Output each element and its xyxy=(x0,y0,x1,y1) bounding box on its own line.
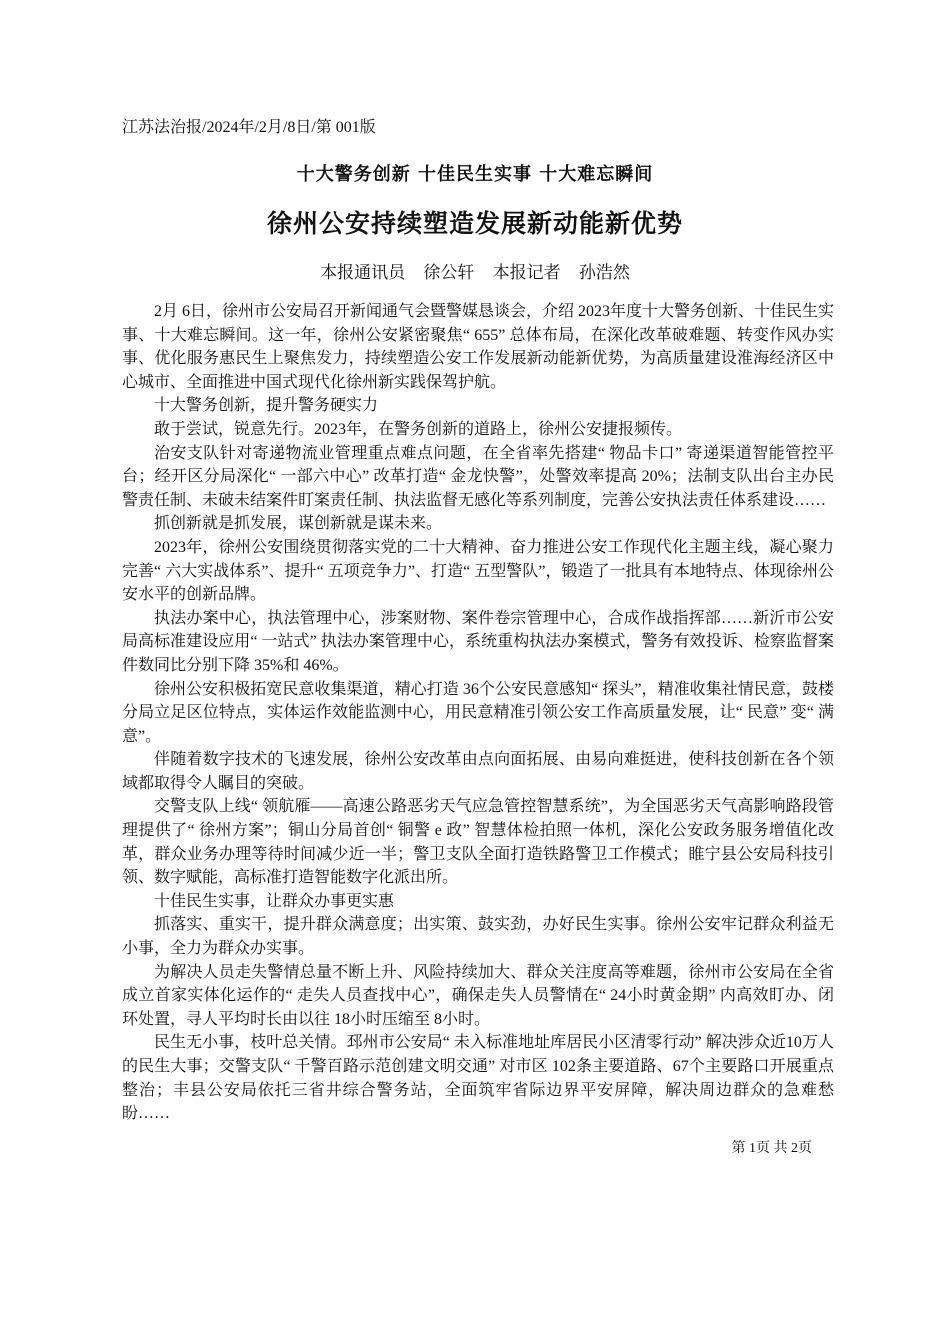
paragraph: 为解决人员走失警情总量不断上升、风险持续加大、群众关注度高等难题，徐州市公安局在全省成立首家实体化运作的“ 走失人员查找中心”，确保走失人员警情在“ 24小时黄金期” 内高效盯办、闭环处置，寻人平均时长由以往 18小时压缩至 8小时。 xyxy=(122,963,834,1028)
section-heading: 十佳民生实事，让群众办事更实惠 xyxy=(154,892,395,910)
paragraph: 民生无小事，枝叶总关情。邳州市公安局“ 未入标准地址库居民小区清零行动” 解决涉众近10万人的民生大事；交警支队“ 千警百路示范创建文明交通” 对市区 102条主要道路、67个主要路口开展重点整治；丰县公安局依托三省井综合警务站，全面筑牢省际边界平安屏障，解决周边群众的急难愁盼…… xyxy=(122,1034,834,1123)
article-title: 徐州公安持续塑造发展新动能新优势 xyxy=(266,209,683,238)
paragraph: 执法办案中心，执法管理中心，涉案财物、案件卷宗管理中心，合成作战指挥部……新沂市公安局高标准建设应用“ 一站式” 执法办案管理中心，系统重构执法办案模式，警务有效投诉、检察监督案件数同比分别下降 35%和 46%。 xyxy=(122,609,834,674)
article-body xyxy=(122,300,834,1126)
page-number: 第 1页 共 2页 xyxy=(731,1141,812,1156)
source-line: 江苏法治报/2024年/2月/8日/第 001版 xyxy=(122,119,376,136)
paragraph: 交警支队上线“ 领航雁——高速公路恶劣天气应急管控智慧系统”，为全国恶劣天气高影响路段管理提供了“ 徐州方案”；铜山分局首创“ 铜警 e 政” 智慧体检拍照一体机，深化公安政务服务增值化改革，群众业务办理等待时间减少近一半；警卫支队全面打造铁路警卫工作模式；睢宁县公安局科技引领、数字赋能，高标准打造智能数字化派出所。 xyxy=(122,798,834,887)
article-subtitle: 十大警务创新 十佳民生实事 十大难忘瞬间 xyxy=(296,164,654,185)
paragraph: 徐州公安积极拓宽民意收集渠道，精心打造 36个公安民意感知“ 探头”，精准收集社情民意，鼓楼分局立足区位特点，实体运作效能监测中心，用民意精准引领公安工作高质量发展，让“ 民意” 变“ 满意”。 xyxy=(122,680,834,745)
paragraph: 2023年，徐州公安围绕贯彻落实党的二十大精神、奋力推进公安工作现代化主题主线，凝心聚力完善“ 六大实战体系”、提升“ 五项竞争力”、打造“ 五型警队”，锻造了一批具有本地特点、体现徐州公安水平的创新品牌。 xyxy=(122,538,834,604)
paragraph: 伴随着数字技术的飞速发展，徐州公安改革由点向面拓展、由易向难挺进，使科技创新在各个领域都取得令人瞩目的突破。 xyxy=(122,751,834,792)
paragraph: 抓落实、重实干，提升群众满意度；出实策、鼓实劲，办好民生实事。徐州公安牢记群众利益无小事，全力为群众办实事。 xyxy=(122,916,834,958)
paragraph: 2月 6日，徐州市公安局召开新闻通气会暨警媒恳谈会，介绍 2023年度十大警务创新、十佳民生实事、十大难忘瞬间。这一年，徐州公安紧密聚焦“ 655” 总体布局，在深化改革破难题、转变作风办实事、优化服务惠民生上聚焦发力，持续塑造公安工作发展新动能新优势，为高质量建设淮海经济区中心城市、全面推进中国式现代化徐州新实践保驾护航。 xyxy=(122,303,835,391)
paragraph: 抓创新就是抓发展，谋创新就是谋未来。 xyxy=(154,515,443,533)
paragraph: 敢于尝试，锐意先行。2023年，在警务创新的道路上，徐州公安捷报频传。 xyxy=(154,420,683,438)
article-byline: 本报通讯员 徐公轩 本报记者 孙浩然 xyxy=(320,263,630,282)
section-heading: 十大警务创新，提升警务硬实力 xyxy=(154,397,379,415)
paragraph: 治安支队针对寄递物流业管理重点难点问题，在全省率先搭建“ 物品卡口” 寄递渠道智能管控平台；经开区分局深化“ 一部六中心” 改革打造“ 金龙快警”，处警效率提高 20%；法制支队出台主办民警责任制、未破未结案件盯案责任制、执法监督无感化等系列制度，完善公安执法责任体系建设…… xyxy=(122,444,834,509)
